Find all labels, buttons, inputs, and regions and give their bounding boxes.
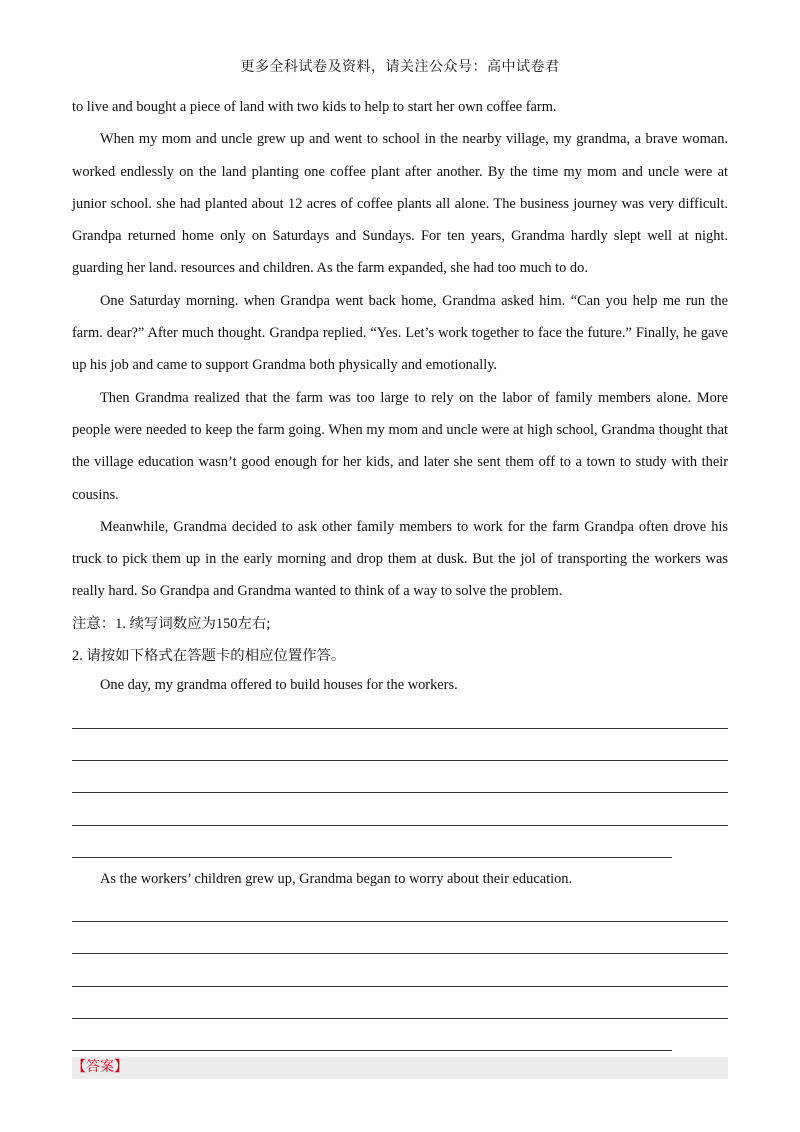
writing-lines-2[interactable] xyxy=(72,890,728,1051)
paragraph-5: Meanwhile, Grandma decided to ask other family members to work for the farm Grandpa often drove his truck to pick them up in the early morning and drop them at dusk. But the jol of transporting the workers was really hard. So Grandpa and Grandma wanted to think of a way to solve the problem. xyxy=(72,518,728,600)
writing-line[interactable] xyxy=(72,890,728,922)
prompt-2: As the workers’ children grew up, Grandma began to worry about their education. xyxy=(100,870,573,887)
writing-line[interactable] xyxy=(72,922,728,954)
paragraph-2: When my mom and uncle grew up and went to school in the nearby village, my grandma, a brave woman. worked endlessly on the land planting one coffee plant after another. By the time my mom and uncle were at junior school. she had planted about 12 acres of coffee plants all alone. The business journey was very difficult. Grandpa returned home only on Saturdays and Sundays. For ten years, Grandma hardly slept well at night. guarding her land. resources and children. As the farm expanded, she had too much to do. xyxy=(72,131,728,277)
writing-line[interactable] xyxy=(72,987,728,1019)
writing-line[interactable] xyxy=(72,954,728,986)
writing-line[interactable] xyxy=(72,729,728,761)
writing-line[interactable] xyxy=(72,696,728,728)
answer-label: 【答案】 xyxy=(72,1057,728,1079)
prompt-1: One day, my grandma offered to build houses for the workers. xyxy=(100,677,458,694)
page-header: 更多全科试卷及资料，请关注公众号：高中试卷君 xyxy=(240,60,560,75)
note-line-1: 注意：1. 续写词数应为150左右; xyxy=(72,615,271,632)
writing-lines-1[interactable] xyxy=(72,696,728,857)
paragraph-4: Then Grandma realized that the farm was too large to rely on the labor of family members alone. More people were needed to keep the farm going. When my mom and uncle were at high school, Grandma thought that the village education wasn’t good enough for her kids, and later she sent them off to a town to study with their cousins. xyxy=(72,389,728,503)
paragraph-1: to live and bought a piece of land with two kids to help to start her own coffee farm. xyxy=(72,99,557,115)
writing-line[interactable] xyxy=(72,1019,672,1051)
note-line-2: 2. 请按如下格式在答题卡的相应位置作答。 xyxy=(72,648,346,665)
writing-line[interactable] xyxy=(72,826,672,858)
document-body xyxy=(72,91,728,1079)
writing-line[interactable] xyxy=(72,793,728,825)
paragraph-3: One Saturday morning. when Grandpa went back home, Grandma asked him. “Can you help me run the farm. dear?” After much thought. Grandpa replied. “Yes. Let’s work together to face the future.” Finally, he gave up his job and came to support Grandma both physically and emotionally. xyxy=(72,292,728,374)
writing-line[interactable] xyxy=(72,761,728,793)
